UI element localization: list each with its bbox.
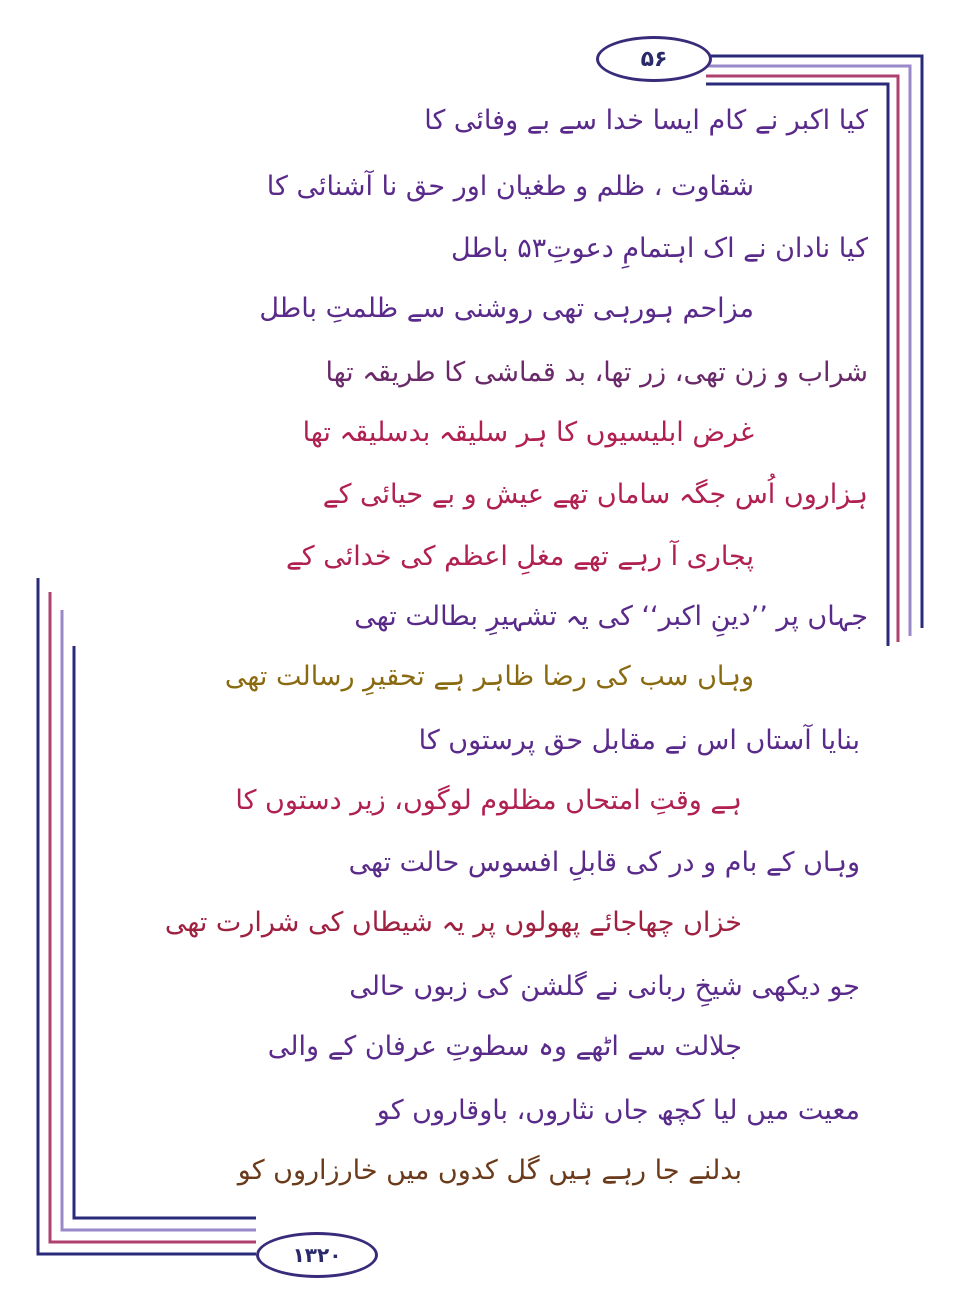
verse-line: خزاں چھاجائے پھولوں پر یہ شیطاں کی شرارت تھی — [164, 907, 742, 938]
verse-line: کیا نادان نے اک اہتمامِ دعوتِ۵۳ باطل — [450, 233, 868, 264]
verse-line: کیا اکبر نے کام ایسا خدا سے بے وفائی کا — [424, 105, 868, 136]
verse-line: جو دیکھی شیخِ ربانی نے گلشن کی زبوں حالی — [349, 971, 860, 1002]
page-number: ۵۶ — [596, 36, 712, 82]
verse-line: پجاری آ رہے تھے مغلِ اعظم کی خدائی کے — [285, 541, 754, 572]
verse-line: وہاں کے بام و در کی قابلِ افسوس حالت تھی — [348, 847, 860, 878]
verse-line: مزاحم ہورہی تھی روشنی سے ظلمتِ باطل — [259, 293, 754, 324]
footer-number: ۱۳۲۰ — [256, 1232, 378, 1278]
verse-line: بدلنے جا رہے ہیں گل کدوں میں خارزاروں کو — [237, 1155, 742, 1186]
verse-line: شقاوت ، ظلم و طغیان اور حق نا آشنائی کا — [266, 171, 754, 202]
verse-line: بنایا آستاں اس نے مقابل حق پرستوں کا — [418, 725, 860, 756]
verse-line: جہاں پر ’’دینِ اکبر‘‘ کی یہ تشہیرِ بطالت تھی — [354, 601, 868, 632]
verse-line: جلالت سے اٹھے وہ سطوتِ عرفان کے والی — [267, 1031, 742, 1062]
verse-line: وہاں سب کی رضا ظاہر ہے تحقیرِ رسالت تھی — [224, 661, 754, 692]
verse-line: معیت میں لیا کچھ جاں نثاروں، باوقاروں کو — [376, 1095, 860, 1126]
verse-line: غرض ابلیسیوں کا ہر سلیقہ بدسلیقہ تھا — [302, 417, 754, 448]
verse-line: ہے وقتِ امتحاں مظلوم لوگوں، زیر دستوں کا — [235, 785, 742, 816]
verse-line: شراب و زن تھی، زر تھا، بد قماشی کا طریقہ تھا — [325, 357, 868, 388]
verse-line: ہزاروں اُس جگہ ساماں تھے عیش و بے حیائی کے — [322, 479, 868, 510]
